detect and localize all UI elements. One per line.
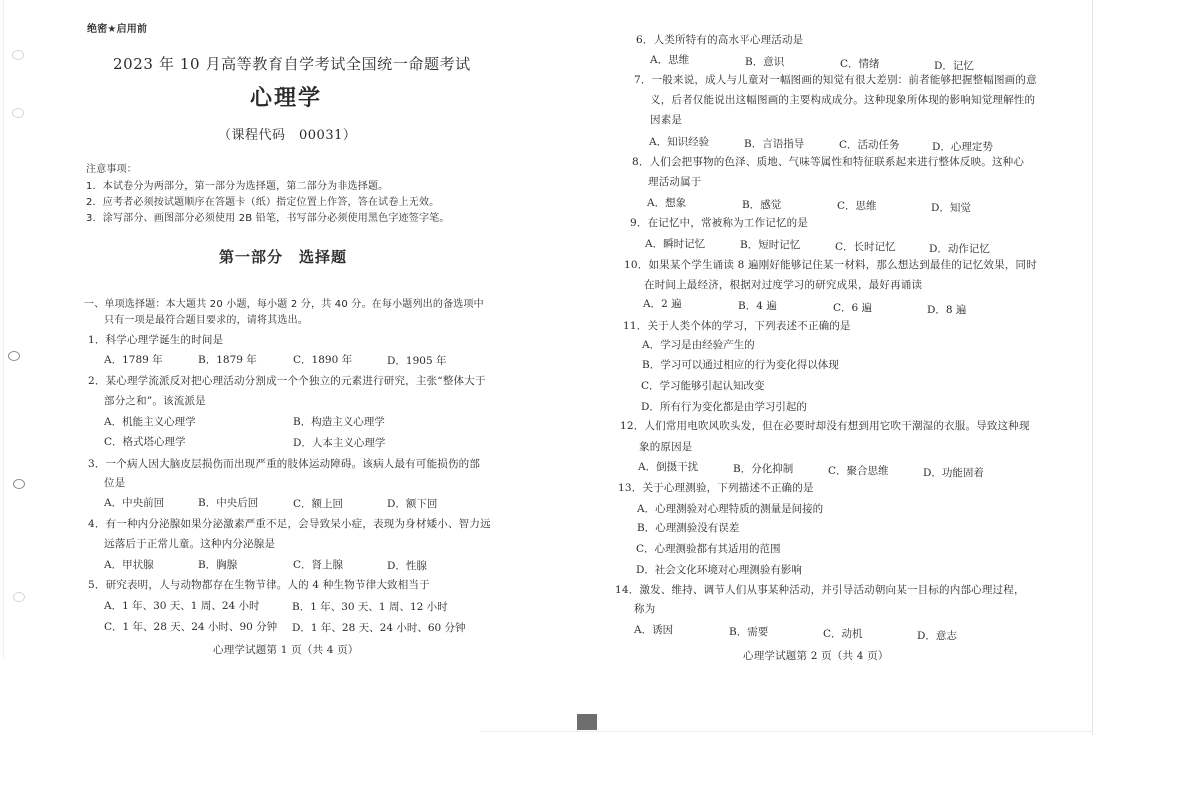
option-b: B．胸腺 [198,559,238,571]
option-d: D．1905 年 [387,355,447,367]
question-stem: 在时间上最经济，根据对过度学习的研究成果，最好再诵读 [644,279,923,291]
option-c: C．动机 [823,628,863,640]
option-d: D．性腺 [387,560,427,572]
option-a: A．中央前回 [104,497,165,509]
option-a: A．甲状腺 [104,559,154,571]
page-edge-bottom [480,731,1092,732]
option-c: C．1890 年 [293,354,353,366]
note-item: 1．本试卷分为两部分，第一部分为选择题，第二部分为非选择题。 [86,181,389,192]
question-stem: 位是 [104,477,126,489]
option-d: D．所有行为变化都是由学习引起的 [641,401,807,413]
option-c: C．长时记忆 [835,241,896,253]
page-footer: 心理学试题第 1 页（共 4 页） [213,644,359,656]
option-a: A．想象 [647,197,687,209]
option-c: C．心理测验都有其适用的范围 [636,543,781,555]
question-stem: 5．研究表明，人与动物都存在生物节律。人的 4 种生物节律大致相当于 [88,579,430,591]
option-a: A．学习是由经验产生的 [642,339,755,351]
question-stem: 7．一般来说，成人与儿童对一幅图画的知觉有很大差别：前者能够把握整幅图画的意 [634,74,1037,86]
option-a: A．机能主义心理学 [104,416,196,428]
punch-hole-mark [13,592,25,602]
question-stem: 理活动属于 [648,176,702,188]
question-stem: 6．人类所特有的高水平心理活动是 [636,34,804,46]
option-d: D．动作记忆 [929,243,990,255]
page-edge-right [1092,0,1093,735]
page-edge-left [3,0,4,660]
option-c: C．聚合思维 [828,465,889,477]
exam-title: 2023 年 10 月高等教育自学考试全国统一命题考试 [113,55,471,73]
punch-hole-icon [13,479,25,489]
option-a: A．1789 年 [104,354,163,366]
question-stem: 因素是 [650,114,683,126]
option-c: C．学习能够引起认知改变 [641,380,765,392]
option-b: B．需要 [729,626,769,638]
option-c: C．肾上腺 [293,559,344,571]
page-footer: 心理学试题第 2 页（共 4 页） [743,650,889,662]
punch-hole-icon [8,351,20,361]
option-d: D．心理定势 [932,141,993,153]
notes-heading: 注意事项： [86,164,137,175]
option-b: B．言语指导 [744,138,805,150]
punch-hole-mark [12,108,24,118]
note-item: 3．涂写部分、画图部分必须使用 2B 铅笔，书写部分必须使用黑色字迹签字笔。 [86,213,450,224]
option-b: B．构造主义心理学 [293,416,385,428]
option-d: D．1 年、28 天、24 小时、60 分钟 [292,622,466,634]
option-b: B．1 年、30 天、1 周、12 小时 [292,601,448,613]
option-a: A．知识经验 [649,136,710,148]
question-stem: 14．激发、维持、调节人们从事某种活动，并引导活动朝向某一目标的内部心理过程， [615,584,1025,596]
punch-hole-mark [12,50,24,60]
question-stem: 12．人们常用电吹风吹头发，但在必要时却没有想到用它吹干潮湿的衣服。导致这种现 [620,420,1030,432]
question-stem: 部分之和”。该流派是 [104,395,206,407]
option-b: B．1879 年 [198,354,257,366]
option-b: B．感觉 [742,199,782,211]
question-stem: 3．一个病人因大脑皮层损伤而出现严重的肢体运动障碍。该病人最有可能损伤的部 [88,458,481,470]
course-code: （课程代码 00031） [218,128,357,143]
option-b: B．学习可以通过相应的行为变化得以体现 [642,359,839,371]
question-stem: 远落后于正常儿童。这种内分泌腺是 [104,538,276,550]
option-a: A．心理测验对心理特质的测量是间接的 [637,503,824,515]
option-d: D．知觉 [931,202,971,214]
option-b: B．中央后回 [198,497,259,509]
question-stem: 4．有一种内分泌腺如果分泌激素严重不足，会导致呆小症，表现为身材矮小、智力远 [88,518,491,530]
question-stem: 8．人们会把事物的色泽、质地、气味等属性和特征联系起来进行整体反映。这种心 [632,156,1025,168]
option-c: C．活动任务 [839,139,900,151]
option-b: B．分化抑制 [733,463,794,475]
section-title: 第一部分 选择题 [219,248,348,266]
option-a: A．诱因 [634,624,674,636]
option-b: B．短时记忆 [740,239,801,251]
option-d: D．记忆 [934,60,974,72]
note-item: 2．应考者必须按试题顺序在答题卡（纸）指定位置上作答，答在试卷上无效。 [86,197,440,208]
section-instruction: 只有一项是最符合题目要求的，请将其选出。 [104,315,308,326]
option-c: C．6 遍 [833,302,873,314]
classification-label: 绝密★启用前 [87,24,148,35]
question-stem: 义，后者仅能说出这幅图画的主要构成成分。这种现象所体现的影响知觉理解性的 [650,94,1036,106]
question-stem: 称为 [634,603,656,615]
option-d: D．额下回 [387,498,438,510]
option-c: C．格式塔心理学 [104,436,186,448]
option-d: D．意志 [917,630,957,642]
option-a: A．思维 [650,54,690,66]
option-d: D．功能固着 [923,467,984,479]
option-a: A．2 遍 [643,298,682,310]
section-instruction: 一、单项选择题：本大题共 20 小题，每小题 2 分，共 40 分。在每小题列出的备选项中 [84,299,484,310]
option-b: B．心理测验没有误差 [637,522,740,534]
option-d: D．人本主义心理学 [293,437,386,449]
option-c: C．1 年、28 天、24 小时、90 分钟 [104,621,278,633]
option-c: C．情绪 [840,58,880,70]
question-stem: 1．科学心理学诞生的时间是 [88,334,224,346]
option-a: A．瞬时记忆 [645,238,706,250]
option-c: C．思维 [837,200,877,212]
option-d: D．8 遍 [927,304,967,316]
question-stem: 10．如果某个学生诵读 8 遍刚好能够记住某一材料，那么想达到最佳的记忆效果，同时 [624,259,1037,271]
scanner-marker [577,714,597,730]
option-a: A．倒摄干扰 [638,461,699,473]
question-stem: 9．在记忆中，常被称为工作记忆的是 [630,217,809,229]
question-stem: 11．关于人类个体的学习，下列表述不正确的是 [623,320,851,332]
question-stem: 象的原因是 [639,441,693,453]
question-stem: 13．关于心理测验，下列描述不正确的是 [618,482,814,494]
option-d: D．社会文化环境对心理测验有影响 [636,564,802,576]
option-b: B．意识 [745,56,785,68]
option-c: C．额上回 [293,498,344,510]
option-a: A．1 年、30 天、1 周、24 小时 [104,600,260,612]
question-stem: 2．某心理学流派反对把心理活动分割成一个个独立的元素进行研究，主张“整体大于 [88,375,486,387]
subject-title: 心理学 [250,86,323,111]
option-b: B．4 遍 [738,300,777,312]
